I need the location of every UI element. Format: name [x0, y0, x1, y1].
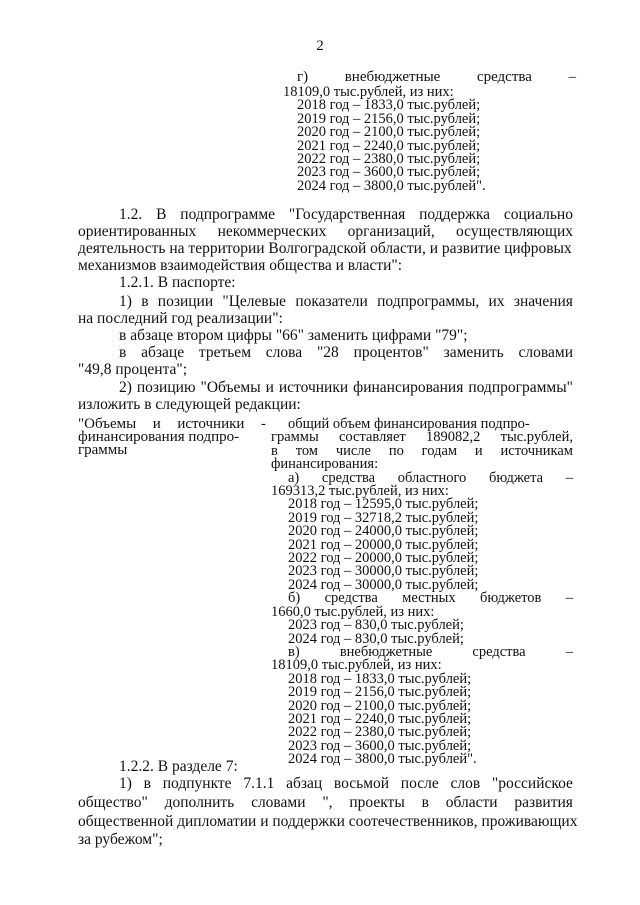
table-right-cell: [271, 418, 573, 767]
word: заменить: [443, 344, 504, 361]
word: позицию: [136, 379, 196, 396]
word: развития: [514, 794, 573, 811]
funding-year-line: 2024 год – 3800,0 тыс.рублей".: [288, 751, 477, 768]
word: организаций,: [347, 223, 435, 240]
word: "Объемы: [78, 416, 137, 432]
para-line: в абзаце втором цифры "66" заменить цифрами "79";: [119, 327, 468, 344]
word: В: [156, 206, 167, 223]
word: –: [565, 469, 573, 486]
funding-year-line: 2018 год – 1833,0 тыс.рублей;: [288, 670, 472, 687]
word: 189082,2: [426, 429, 481, 446]
funding-year-line: 2018 год – 12595,0 тыс.рублей;: [288, 496, 479, 513]
word: "Объемы: [200, 379, 261, 396]
word: ",: [322, 794, 333, 811]
funding-year-line: 2021 год – 2240,0 тыс.рублей;: [297, 137, 481, 154]
word: составляет: [338, 429, 406, 446]
word: их: [488, 293, 505, 310]
para-line: механизмов взаимодействия общества и власти":: [78, 257, 403, 274]
word: тыс.рублей,: [500, 429, 573, 446]
word: –: [565, 643, 573, 660]
word: в): [288, 643, 300, 660]
funding-year-line: 2024 год – 3800,0 тыс.рублей".: [297, 177, 486, 194]
word: дополнить: [164, 794, 235, 811]
word: ориентированных: [78, 223, 197, 240]
word: и: [474, 442, 483, 459]
funding-line: 169313,2 тыс.рублей, из них:: [271, 483, 449, 500]
word: "28: [316, 344, 339, 361]
word: после: [400, 775, 439, 792]
word: 1): [119, 775, 132, 792]
para-line: [119, 379, 573, 396]
word: подпункте: [162, 775, 232, 792]
para-line: [119, 344, 573, 361]
word: бюджета: [488, 469, 544, 486]
para-line: за рубежом";: [78, 831, 163, 848]
funding-year-line: 2018 год – 1833,0 тыс.рублей;: [297, 97, 481, 114]
table-right-line: финансирования:: [271, 456, 379, 473]
word: проекты: [349, 794, 405, 811]
word: финансирования: [353, 379, 464, 396]
word: в: [421, 794, 429, 811]
para-line: "49,8 процента";: [78, 361, 188, 378]
funding-year-line: 2023 год – 3600,0 тыс.рублей;: [288, 737, 472, 754]
word: показатели: [295, 293, 368, 310]
word: бюджетов: [480, 590, 542, 607]
table-left-line: граммы: [78, 442, 128, 458]
word: числе: [335, 442, 371, 459]
subsection-1-2-1: 1.2.1. В паспорте:: [119, 274, 236, 291]
word: "Государственная: [288, 206, 406, 223]
para-line: деятельность на территории Волгоградской области, и развитие цифровых: [78, 240, 572, 257]
section-1-2: [119, 206, 573, 223]
word: том: [295, 442, 318, 459]
word: восьмой: [333, 775, 390, 792]
para-line: общественной дипломатии и поддержки соотечественников, проживающих: [78, 813, 578, 830]
word: слова: [265, 344, 303, 361]
word: области: [445, 794, 498, 811]
word: г): [297, 69, 309, 85]
funding-year-line: 2022 год – 2380,0 тыс.рублей;: [288, 724, 472, 741]
word: и: [265, 379, 274, 396]
word: "российское: [491, 775, 573, 792]
word: общество": [78, 794, 148, 811]
word: и: [152, 416, 161, 432]
table-right-line: общий объем финансирования подпро-: [288, 416, 530, 432]
word: словами: [251, 794, 306, 811]
word: подпрограммы": [468, 379, 573, 396]
funding-year-line: 2021 год – 2240,0 тыс.рублей;: [288, 710, 472, 727]
word: источникам: [500, 442, 573, 459]
funding-year-line: 2020 год – 24000,0 тыс.рублей;: [288, 523, 479, 540]
funding-year-line: 2020 год – 2100,0 тыс.рублей;: [297, 124, 481, 141]
top-funding-block: [283, 69, 576, 193]
word: некоммерческих: [217, 223, 327, 240]
funding-line: 1660,0 тыс.рублей, из них:: [271, 603, 435, 620]
word: абзаце: [141, 344, 185, 361]
word: источники: [278, 379, 349, 396]
funding-year-line: 2022 год – 20000,0 тыс.рублей;: [288, 550, 479, 567]
word: абзац: [286, 775, 323, 792]
funding-year-line: 2024 год – 830,0 тыс.рублей;: [288, 630, 464, 647]
funding-year-line: 2023 год – 3600,0 тыс.рублей;: [297, 164, 481, 181]
funding-year-line: 2019 год – 2156,0 тыс.рублей;: [288, 684, 472, 701]
word: значения: [513, 293, 573, 310]
word: внебюджетные: [339, 643, 433, 660]
word: средства: [324, 590, 378, 607]
funding-year-line: 2019 год – 32718,2 тыс.рублей;: [288, 509, 479, 526]
word: 1.2.: [119, 206, 143, 223]
word: "Целевые: [222, 293, 287, 310]
word: источники: [177, 416, 245, 432]
word: третьем: [198, 344, 251, 361]
funding-line: 18109,0 тыс.рублей, из них:: [271, 657, 442, 674]
word: средства: [476, 69, 532, 85]
para-line: на последний год реализации":: [78, 310, 283, 327]
word: по: [388, 442, 404, 459]
subsection-1-2-2: 1.2.2. В разделе 7:: [119, 758, 238, 775]
para-line: [78, 223, 573, 240]
para-line: [119, 206, 573, 223]
word: -: [261, 416, 266, 432]
word: –: [565, 590, 573, 607]
funding-year-line: 2020 год – 2100,0 тыс.рублей;: [288, 697, 472, 714]
table-left-line: финансирования подпро-: [78, 429, 240, 445]
word: процентов": [353, 344, 429, 361]
word: в: [119, 344, 127, 361]
word: –: [568, 69, 576, 85]
funding-year-line: 2021 год – 20000,0 тыс.рублей;: [288, 536, 479, 553]
word: социально: [503, 206, 573, 223]
word: в: [141, 293, 149, 310]
word: внебюджетные: [344, 69, 441, 85]
word: областного: [397, 469, 467, 486]
para-line: [78, 794, 573, 811]
funding-year-line: 2019 год – 2156,0 тыс.рублей;: [297, 110, 481, 127]
word: 1): [119, 293, 132, 310]
word: средства: [472, 643, 526, 660]
word: позиции: [157, 293, 214, 310]
funding-year-line: 2023 год – 830,0 тыс.рублей;: [288, 617, 464, 634]
word: 2): [119, 379, 132, 396]
funding-line: 18109,0 тыс.рублей, из них:: [283, 84, 454, 100]
word: а): [288, 469, 300, 486]
funding-year-line: 2023 год – 30000,0 тыс.рублей;: [288, 563, 479, 580]
word: средства: [321, 469, 376, 486]
para-line: изложить в следующей редакции:: [78, 396, 301, 413]
funding-year-line: 2024 год – 30000,0 тыс.рублей;: [288, 576, 479, 593]
word: в: [143, 775, 151, 792]
para-line: [119, 293, 573, 310]
para-line: [119, 775, 573, 792]
table-left-cell: [78, 418, 266, 457]
word: годам: [421, 442, 458, 459]
word: граммы: [271, 429, 319, 446]
word: 7.1.1: [243, 775, 275, 792]
word: б): [288, 590, 301, 607]
word: поддержка: [419, 206, 491, 223]
word: в: [271, 442, 278, 459]
word: слов: [450, 775, 481, 792]
word: словами: [518, 344, 573, 361]
word: местных: [402, 590, 456, 607]
page-number: 2: [316, 38, 324, 54]
word: подпрограммы,: [377, 293, 480, 310]
word: осуществляющих: [456, 223, 573, 240]
word: подпрограмме: [180, 206, 276, 223]
funding-year-line: 2022 год – 2380,0 тыс.рублей;: [297, 151, 481, 168]
